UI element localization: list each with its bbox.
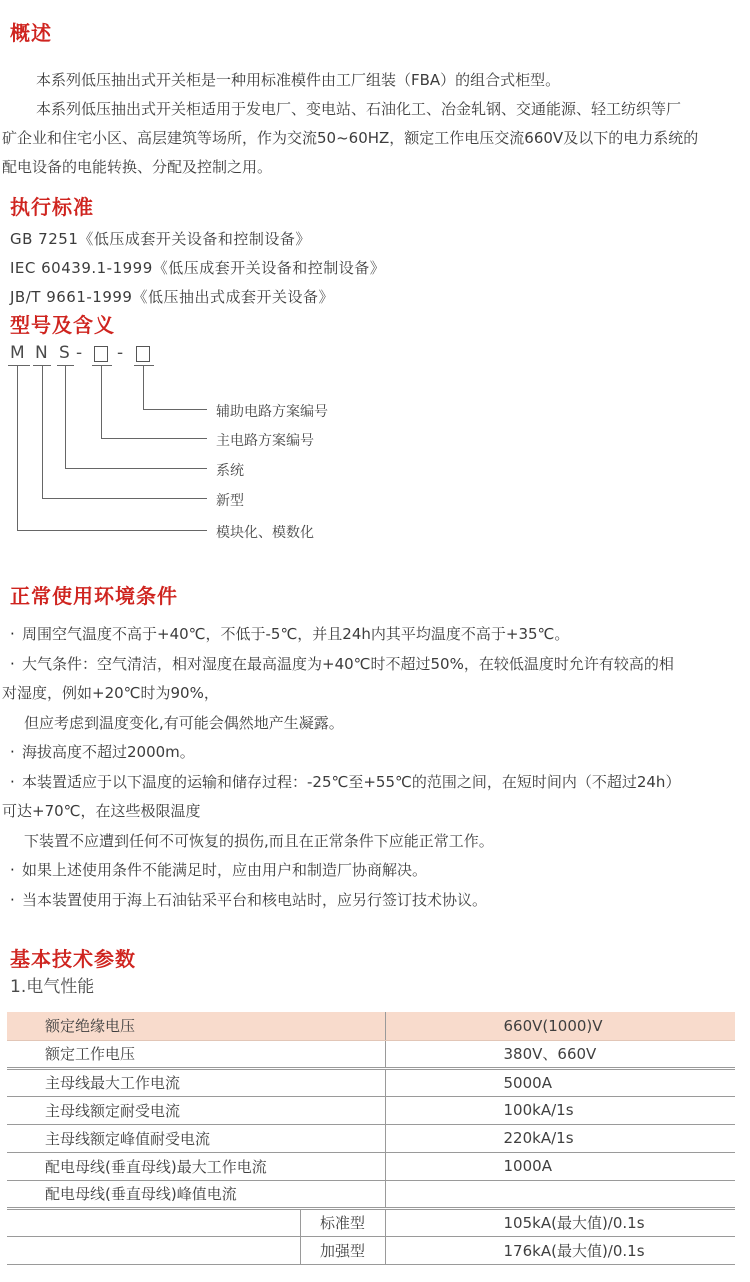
section-heading-parameters: 基本技术参数 [10, 947, 136, 971]
standards-list [10, 225, 740, 312]
section-heading-model: 型号及含义 [10, 313, 115, 337]
bullet-dot-icon: · [10, 654, 15, 673]
env-bullet-line [10, 886, 740, 916]
model-label-system: 系统 [216, 463, 244, 479]
param-value-cell: 1000A [385, 1152, 735, 1180]
table-row [7, 1152, 735, 1180]
bullet-dot-icon: · [10, 861, 15, 879]
model-placeholder-box-icon [136, 346, 150, 362]
connector-line [65, 468, 207, 469]
env-continuation-line: 可达+70℃，在这些极限温度 [2, 802, 201, 820]
standard-item: GB 7251《低压成套开关设备和控制设备》 [10, 230, 311, 248]
connector-line [143, 409, 207, 410]
connector-line [101, 366, 102, 439]
table-row [7, 1124, 735, 1152]
underline [134, 365, 154, 366]
env-line-text: 本装置适应于以下温度的运输和储存过程：-25℃至+55℃的范围之间，在短时间内（不超过24h） [22, 772, 681, 791]
param-label-cell: 额定工作电压 [7, 1040, 385, 1068]
model-char-m: M [10, 343, 25, 363]
section-heading-overview: 概述 [10, 21, 52, 45]
env-bullet-line [10, 738, 740, 768]
connector-line [17, 530, 207, 531]
model-char-n: N [35, 343, 48, 363]
param-value-cell: 105kA(最大值)/0.1s [385, 1208, 735, 1236]
model-dash: - [117, 343, 124, 363]
empty-cell [7, 1236, 300, 1264]
param-value-cell: 100kA/1s [385, 1096, 735, 1124]
env-bullet-line [10, 620, 740, 650]
overview-paragraphs [2, 66, 740, 182]
model-label-modular: 模块化、模数化 [216, 525, 314, 541]
overview-line: 本系列低压抽出式开关柜适用于发电厂、变电站、石油化工、冶金轧钢、交通能源、轻工纺织等厂 [36, 100, 682, 118]
param-value-cell: 176kA(最大值)/0.1s [385, 1236, 735, 1264]
type-label-cell: 加强型 [300, 1236, 385, 1264]
param-label-cell: 主母线额定耐受电流 [7, 1096, 385, 1124]
param-label-cell: 配电母线(垂直母线)峰值电流 [7, 1180, 385, 1208]
model-designation-diagram [10, 343, 740, 543]
env-line-text: 大气条件：空气清洁，相对湿度在最高温度为+40℃时不超过50%，在较低温度时允许有较高的相 [22, 654, 674, 673]
env-bullet-line [10, 650, 740, 680]
overview-line: 配电设备的电能转换、分配及控制之用。 [2, 158, 273, 176]
table-row [7, 1208, 735, 1236]
connector-line [101, 438, 207, 439]
model-placeholder-box-icon [94, 346, 108, 362]
parameters-subheading: 1.电气性能 [10, 977, 95, 997]
overview-line: 矿企业和住宅小区、高层建筑等场所，作为交流50~60HZ，额定工作电压交流660V及以下的电力系统的 [2, 129, 699, 147]
standard-item: IEC 60439.1-1999《低压成套开关设备和控制设备》 [10, 259, 386, 277]
connector-line [42, 498, 207, 499]
env-bullet-line [10, 768, 740, 798]
table-row [7, 1068, 735, 1096]
table-row [7, 1236, 735, 1264]
empty-cell [7, 1208, 300, 1236]
env-bullet-line [10, 856, 740, 886]
param-value-cell: 660V(1000)V [385, 1012, 735, 1040]
param-label-cell: 额定绝缘电压 [7, 1012, 385, 1040]
model-label-new-type: 新型 [216, 493, 244, 509]
model-label-aux-circuit: 辅助电路方案编号 [216, 404, 328, 420]
connector-line [17, 366, 18, 531]
bullet-dot-icon: · [10, 890, 15, 909]
type-label-cell: 标准型 [300, 1208, 385, 1236]
param-label-cell: 配电母线(垂直母线)最大工作电流 [7, 1152, 385, 1180]
param-value-cell: 220kA/1s [385, 1124, 735, 1152]
standard-item: JB/T 9661-1999《低压抽出式成套开关设备》 [10, 288, 334, 306]
connector-line [65, 366, 66, 469]
env-line-text: 周围空气温度不高于+40℃，不低于-5℃，并且24h内其平均温度不高于+35℃。 [22, 625, 570, 643]
param-value-cell: 5000A [385, 1068, 735, 1096]
table-row [7, 1012, 735, 1040]
environment-conditions-list [2, 620, 740, 915]
env-continuation-line: 下装置不应遭到任何不可恢复的损伤,而且在正常条件下应能正常工作。 [24, 831, 494, 850]
section-heading-standards: 执行标准 [10, 195, 94, 219]
env-continuation-line: 对湿度，例如+20℃时为90%， [2, 684, 219, 702]
param-value-cell [385, 1180, 735, 1208]
table-row [7, 1040, 735, 1068]
table-row [7, 1180, 735, 1208]
param-label-cell: 主母线额定峰值耐受电流 [7, 1124, 385, 1152]
overview-line: 本系列低压抽出式开关柜是一种用标准模件由工厂组装（FBA）的组合式柜型。 [36, 71, 561, 89]
table-row [7, 1096, 735, 1124]
underline [92, 365, 112, 366]
param-value-cell: 380V、660V [385, 1040, 735, 1068]
connector-line [42, 366, 43, 499]
env-continuation-line: 但应考虑到温度变化,有可能会偶然地产生凝露。 [24, 713, 344, 732]
bullet-dot-icon: · [10, 743, 15, 761]
env-line-text: 当本装置使用于海上石油钻采平台和核电站时，应另行签订技术协议。 [22, 890, 488, 909]
underline [8, 365, 30, 366]
electrical-parameters-table [7, 1012, 735, 1265]
model-label-main-circuit: 主电路方案编号 [216, 433, 314, 449]
env-line-text: 如果上述使用条件不能满足时，应由用户和制造厂协商解决。 [22, 861, 428, 879]
env-line-text: 海拔高度不超过2000m。 [22, 743, 195, 761]
param-label-cell: 主母线最大工作电流 [7, 1068, 385, 1096]
model-char-s: S [59, 343, 70, 363]
bullet-dot-icon: · [10, 772, 15, 791]
section-heading-environment: 正常使用环境条件 [10, 584, 178, 608]
bullet-dot-icon: · [10, 625, 15, 643]
model-dash: - [76, 343, 83, 363]
connector-line [143, 366, 144, 410]
